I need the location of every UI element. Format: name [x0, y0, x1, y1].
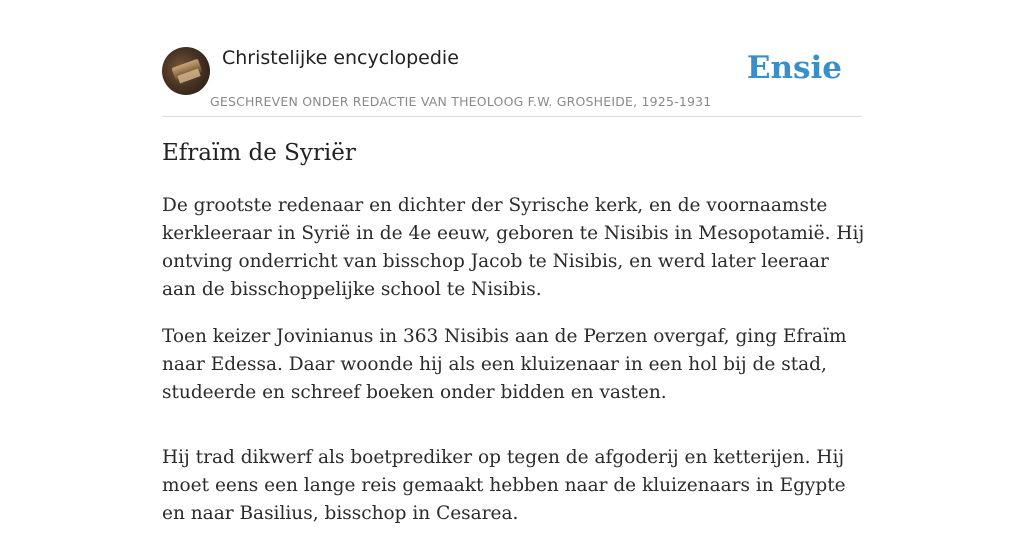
site-title[interactable]: Christelijke encyclopedie [222, 47, 459, 69]
article-title: Efraïm de Syriër [162, 140, 356, 166]
article-paragraph: Hij trad dikwerf als boetprediker op tegen de afgoderij en ketterijen. Hij moet eens een lange reis gemaakt hebben naar de kluizenaars in Egypte en naar Basilius, bisschop in Cesarea. [162, 447, 846, 524]
article-paragraph: De grootste redenaar en dichter der Syrische kerk, en de voornaamste kerkleeraar in Syrië in de 4e eeuw, geboren te Nisibis in Mesopotamië. Hij ontving onderricht van bisschop Jacob te Nisibis, en werd later leeraar aan de bisschoppelijke school te Nisibis. [162, 195, 865, 300]
article-body [162, 192, 867, 547]
brand-logo-link[interactable]: Ensie [746, 50, 842, 86]
site-header [162, 46, 862, 117]
book-icon[interactable] [162, 47, 210, 95]
article-paragraph: Toen keizer Jovinianus in 363 Nisibis aan de Perzen overgaf, ging Efraïm naar Edessa. Daar woonde hij als een kluizenaar in een hol bij de stad, studeerde en schreef boeken onder bidden en vasten. [162, 326, 847, 403]
site-subtitle: GESCHREVEN ONDER REDACTIE VAN THEOLOOG F.W. GROSHEIDE, 1925-1931 [210, 94, 712, 109]
